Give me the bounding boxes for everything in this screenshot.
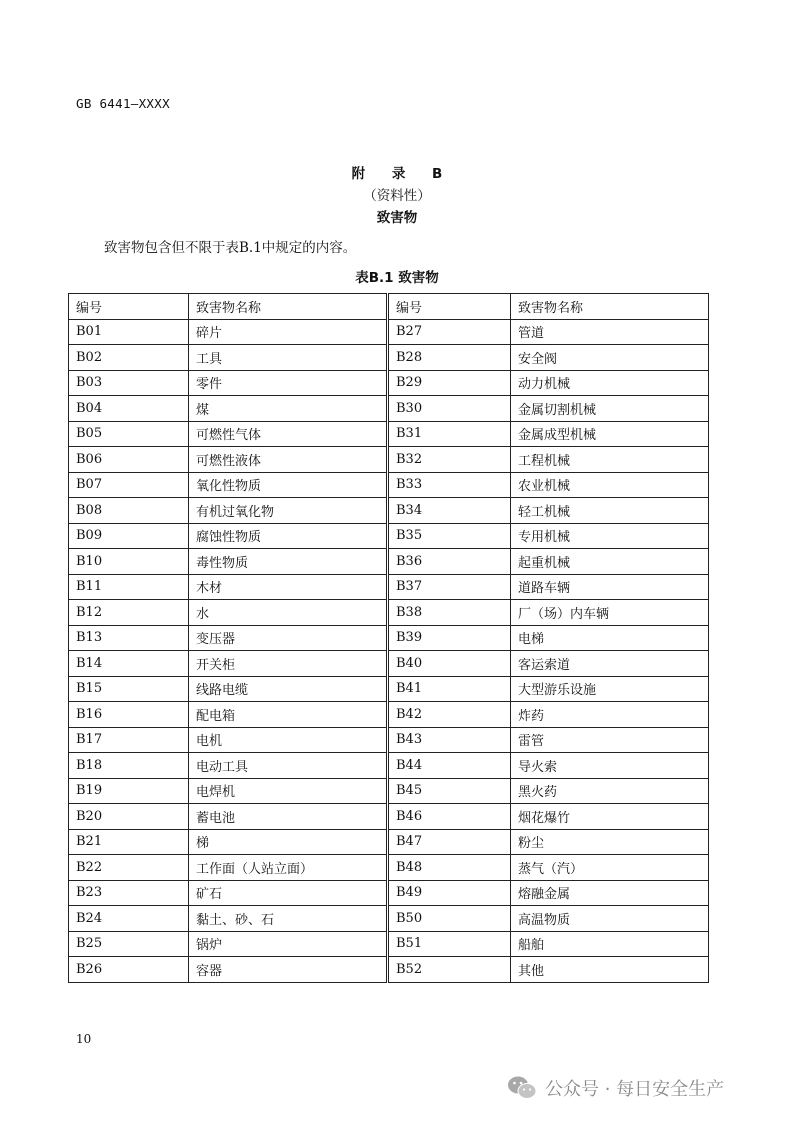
hazard-code: B18 [69,753,189,779]
table-row [69,753,709,779]
table-row [69,472,709,498]
hazard-code: B30 [388,396,511,422]
table-row [69,345,709,371]
hazard-name: 零件 [189,370,388,396]
hazard-code: B26 [69,957,189,983]
header-name: 致害物名称 [511,294,709,320]
hazard-code: B50 [388,906,511,932]
hazard-name: 熔融金属 [511,880,709,906]
hazard-name: 厂（场）内车辆 [511,600,709,626]
hazard-name: 黑火药 [511,778,709,804]
table-row [69,523,709,549]
hazard-code: B23 [69,880,189,906]
hazard-name: 炸药 [511,702,709,728]
hazard-code: B16 [69,702,189,728]
hazard-code: B41 [388,676,511,702]
hazard-code: B06 [69,447,189,473]
hazard-code: B39 [388,625,511,651]
hazard-name: 管道 [511,319,709,345]
hazard-name: 木材 [189,574,388,600]
hazard-code: B22 [69,855,189,881]
table-row [69,957,709,983]
hazard-code: B12 [69,600,189,626]
hazard-code: B32 [388,447,511,473]
watermark [507,1075,724,1101]
hazard-name: 容器 [189,957,388,983]
hazard-name: 动力机械 [511,370,709,396]
hazard-name: 导火索 [511,753,709,779]
header-name: 致害物名称 [189,294,388,320]
hazard-name: 轻工机械 [511,498,709,524]
hazard-name: 大型游乐设施 [511,676,709,702]
hazard-name: 蓄电池 [189,804,388,830]
table-row [69,778,709,804]
hazard-table [68,293,709,983]
hazard-code: B04 [69,396,189,422]
hazard-name: 电梯 [511,625,709,651]
hazard-name: 梯 [189,829,388,855]
table-row [69,396,709,422]
table-row [69,829,709,855]
hazard-code: B17 [69,727,189,753]
hazard-name: 线路电缆 [189,676,388,702]
hazard-name: 专用机械 [511,523,709,549]
hazard-code: B21 [69,829,189,855]
hazard-code: B10 [69,549,189,575]
header-code: 编号 [69,294,189,320]
table-row [69,625,709,651]
hazard-code: B19 [69,778,189,804]
hazard-code: B36 [388,549,511,575]
hazard-name: 锅炉 [189,931,388,957]
hazard-code: B33 [388,472,511,498]
hazard-code: B34 [388,498,511,524]
hazard-code: B29 [388,370,511,396]
hazard-code: B44 [388,753,511,779]
hazard-name: 有机过氧化物 [189,498,388,524]
table-row [69,600,709,626]
hazard-code: B28 [388,345,511,371]
hazard-code: B40 [388,651,511,677]
hazard-code: B35 [388,523,511,549]
hazard-code: B46 [388,804,511,830]
table-row [69,498,709,524]
hazard-name: 电动工具 [189,753,388,779]
hazard-name: 金属成型机械 [511,421,709,447]
standard-number: GB 6441—XXXX [76,96,170,111]
hazard-code: B49 [388,880,511,906]
hazard-name: 船舶 [511,931,709,957]
hazard-name: 可燃性气体 [189,421,388,447]
hazard-name: 毒性物质 [189,549,388,575]
hazard-code: B51 [388,931,511,957]
hazard-code: B42 [388,702,511,728]
table-header-row [69,294,709,320]
hazard-name: 客运索道 [511,651,709,677]
hazard-code: B02 [69,345,189,371]
table-caption: 表B.1 致害物 [355,270,439,286]
hazard-name: 烟花爆竹 [511,804,709,830]
hazard-name: 变压器 [189,625,388,651]
hazard-name: 黏土、砂、石 [189,906,388,932]
hazard-code: B24 [69,906,189,932]
hazard-name: 可燃性液体 [189,447,388,473]
table-row [69,447,709,473]
hazard-code: B52 [388,957,511,983]
hazard-name: 工程机械 [511,447,709,473]
hazard-code: B13 [69,625,189,651]
table-row [69,676,709,702]
table-row [69,651,709,677]
table-row [69,319,709,345]
hazard-code: B45 [388,778,511,804]
hazard-code: B47 [388,829,511,855]
annex-title: 致害物 [376,210,418,226]
hazard-code: B01 [69,319,189,345]
hazard-name: 粉尘 [511,829,709,855]
table-row [69,421,709,447]
hazard-name: 农业机械 [511,472,709,498]
hazard-code: B20 [69,804,189,830]
hazard-code: B27 [388,319,511,345]
hazard-name: 金属切割机械 [511,396,709,422]
hazard-name: 蒸气（汽） [511,855,709,881]
hazard-code: B03 [69,370,189,396]
hazard-name: 电焊机 [189,778,388,804]
hazard-code: B31 [388,421,511,447]
table-row [69,549,709,575]
table-row [69,880,709,906]
wechat-icon [507,1075,537,1101]
hazard-name: 起重机械 [511,549,709,575]
hazard-code: B25 [69,931,189,957]
hazard-code: B15 [69,676,189,702]
hazard-code: B08 [69,498,189,524]
table-row [69,574,709,600]
table-row [69,370,709,396]
table-row [69,804,709,830]
hazard-code: B14 [69,651,189,677]
hazard-name: 水 [189,600,388,626]
hazard-name: 工具 [189,345,388,371]
hazard-code: B07 [69,472,189,498]
annex-type: （资料性） [363,188,431,204]
header-code: 编号 [388,294,511,320]
table-row [69,727,709,753]
hazard-code: B09 [69,523,189,549]
hazard-name: 电机 [189,727,388,753]
hazard-name: 高温物质 [511,906,709,932]
hazard-name: 其他 [511,957,709,983]
hazard-name: 矿石 [189,880,388,906]
hazard-table-body [69,294,709,983]
hazard-code: B48 [388,855,511,881]
table-row [69,855,709,881]
hazard-name: 安全阀 [511,345,709,371]
hazard-name: 工作面（人站立面） [189,855,388,881]
hazard-name: 配电箱 [189,702,388,728]
hazard-name: 道路车辆 [511,574,709,600]
hazard-name: 氧化性物质 [189,472,388,498]
table-row [69,906,709,932]
table-row [69,702,709,728]
watermark-text: 公众号 · 每日安全生产 [545,1079,725,1100]
hazard-name: 碎片 [189,319,388,345]
hazard-code: B43 [388,727,511,753]
hazard-code: B11 [69,574,189,600]
annex-label: 附 录 B [351,166,454,182]
hazard-name: 煤 [189,396,388,422]
intro-paragraph: 致害物包含但不限于表B.1中规定的内容。 [104,240,357,256]
hazard-name: 雷管 [511,727,709,753]
page-number: 10 [76,1032,92,1046]
hazard-code: B38 [388,600,511,626]
hazard-code: B37 [388,574,511,600]
hazard-name: 开关柜 [189,651,388,677]
table-row [69,931,709,957]
hazard-name: 腐蚀性物质 [189,523,388,549]
hazard-code: B05 [69,421,189,447]
